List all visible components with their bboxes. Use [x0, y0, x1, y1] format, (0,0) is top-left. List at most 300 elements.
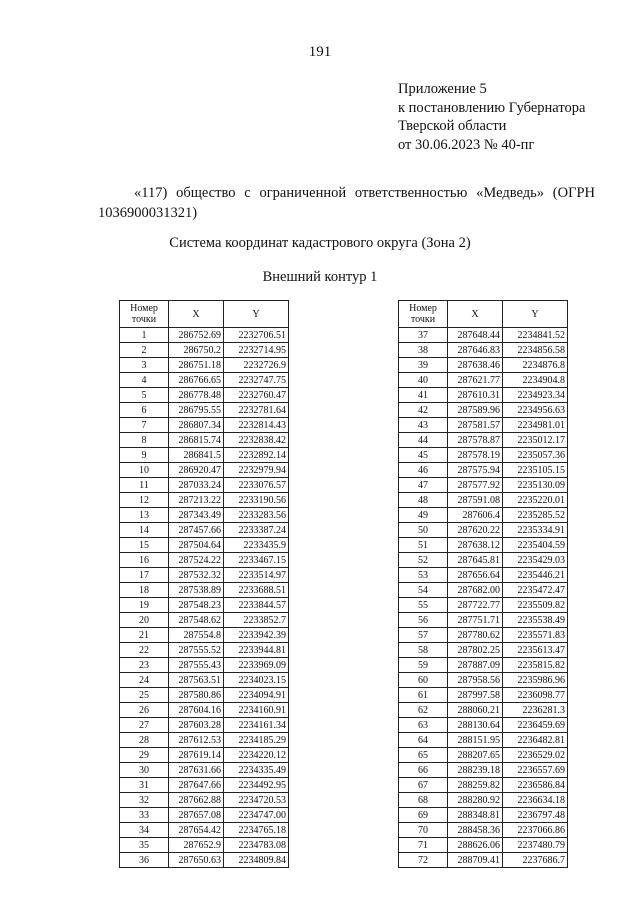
table-row — [120, 493, 289, 508]
table-row — [120, 733, 289, 748]
x-coordinate-cell: 286920.47 — [169, 463, 224, 478]
table-row — [399, 373, 568, 388]
x-coordinate-cell: 287887.09 — [448, 658, 503, 673]
point-number-cell: 6 — [120, 403, 169, 418]
table-row — [399, 568, 568, 583]
header-y: Y — [503, 301, 568, 328]
table-header-row — [399, 301, 568, 328]
table-row — [120, 718, 289, 733]
y-coordinate-cell: 2236098.77 — [503, 688, 568, 703]
table-row — [120, 463, 289, 478]
x-coordinate-cell: 287604.16 — [169, 703, 224, 718]
y-coordinate-cell: 2233688.51 — [224, 583, 289, 598]
x-coordinate-cell: 287578.87 — [448, 433, 503, 448]
table-row — [120, 508, 289, 523]
y-coordinate-cell: 2233844.57 — [224, 598, 289, 613]
table-row — [399, 658, 568, 673]
appendix-line: Приложение 5 — [398, 81, 487, 97]
point-number-cell: 22 — [120, 643, 169, 658]
y-coordinate-cell: 2235220.01 — [503, 493, 568, 508]
header-point-number: Номер точки — [399, 301, 448, 328]
y-coordinate-cell: 2236281.3 — [503, 703, 568, 718]
x-coordinate-cell: 288060.21 — [448, 703, 503, 718]
point-number-cell: 33 — [120, 808, 169, 823]
y-coordinate-cell: 2236482.81 — [503, 733, 568, 748]
point-number-cell: 51 — [399, 538, 448, 553]
y-coordinate-cell: 2234809.84 — [224, 853, 289, 868]
y-coordinate-cell: 2235404.59 — [503, 538, 568, 553]
point-number-cell: 4 — [120, 373, 169, 388]
point-number-cell: 15 — [120, 538, 169, 553]
x-coordinate-cell: 287504.64 — [169, 538, 224, 553]
point-number-cell: 55 — [399, 598, 448, 613]
table-body — [399, 328, 568, 868]
point-number-cell: 58 — [399, 643, 448, 658]
y-coordinate-cell: 2232892.14 — [224, 448, 289, 463]
table-row — [399, 853, 568, 868]
table-row — [120, 583, 289, 598]
y-coordinate-cell: 2235105.15 — [503, 463, 568, 478]
y-coordinate-cell: 2232747.75 — [224, 373, 289, 388]
point-number-cell: 7 — [120, 418, 169, 433]
table-row — [120, 448, 289, 463]
point-number-cell: 14 — [120, 523, 169, 538]
table-row — [399, 643, 568, 658]
y-coordinate-cell: 2232760.47 — [224, 388, 289, 403]
y-coordinate-cell: 2234094.91 — [224, 688, 289, 703]
x-coordinate-cell: 287780.62 — [448, 628, 503, 643]
y-coordinate-cell: 2235130.09 — [503, 478, 568, 493]
point-number-cell: 26 — [120, 703, 169, 718]
x-coordinate-cell: 287682.00 — [448, 583, 503, 598]
table-row — [120, 553, 289, 568]
y-coordinate-cell: 2235334.91 — [503, 523, 568, 538]
table-row — [399, 733, 568, 748]
point-number-cell: 20 — [120, 613, 169, 628]
point-number-cell: 42 — [399, 403, 448, 418]
y-coordinate-cell: 2237480.79 — [503, 838, 568, 853]
point-number-cell: 56 — [399, 613, 448, 628]
point-number-cell: 60 — [399, 673, 448, 688]
x-coordinate-cell: 287656.64 — [448, 568, 503, 583]
x-coordinate-cell: 286766.65 — [169, 373, 224, 388]
table-row — [120, 523, 289, 538]
point-number-cell: 12 — [120, 493, 169, 508]
x-coordinate-cell: 287645.81 — [448, 553, 503, 568]
x-coordinate-cell: 287647.66 — [169, 778, 224, 793]
table-row — [399, 823, 568, 838]
table-row — [399, 688, 568, 703]
header-x: X — [448, 301, 503, 328]
x-coordinate-cell: 288458.36 — [448, 823, 503, 838]
table-row — [399, 838, 568, 853]
point-number-cell: 67 — [399, 778, 448, 793]
point-number-cell: 36 — [120, 853, 169, 868]
x-coordinate-cell: 287589.96 — [448, 403, 503, 418]
appendix-date: от 30.06.2023 № 40-пг — [398, 136, 535, 153]
y-coordinate-cell: 2233969.09 — [224, 658, 289, 673]
table-row — [399, 793, 568, 808]
y-coordinate-cell: 2237066.86 — [503, 823, 568, 838]
table-row — [120, 838, 289, 853]
x-coordinate-cell: 287603.28 — [169, 718, 224, 733]
x-coordinate-cell: 287958.56 — [448, 673, 503, 688]
point-number-cell: 2 — [120, 343, 169, 358]
x-coordinate-cell: 287563.51 — [169, 673, 224, 688]
y-coordinate-cell: 2232706.51 — [224, 328, 289, 343]
page-number: 191 — [308, 44, 332, 60]
y-coordinate-cell: 2235012.17 — [503, 433, 568, 448]
table-row — [399, 493, 568, 508]
header-x: X — [169, 301, 224, 328]
x-coordinate-cell: 287638.46 — [448, 358, 503, 373]
table-row — [399, 553, 568, 568]
x-coordinate-cell: 287802.25 — [448, 643, 503, 658]
table-row — [120, 778, 289, 793]
point-number-cell: 39 — [399, 358, 448, 373]
point-number-cell: 17 — [120, 568, 169, 583]
y-coordinate-cell: 2232781.64 — [224, 403, 289, 418]
point-number-cell: 59 — [399, 658, 448, 673]
table-row — [399, 328, 568, 343]
appendix-header — [398, 80, 585, 154]
table-row — [120, 568, 289, 583]
point-number-cell: 63 — [399, 718, 448, 733]
point-number-cell: 18 — [120, 583, 169, 598]
point-number-cell: 61 — [399, 688, 448, 703]
x-coordinate-cell: 286795.55 — [169, 403, 224, 418]
table-row — [399, 778, 568, 793]
x-coordinate-cell: 287033.24 — [169, 478, 224, 493]
y-coordinate-cell: 2235509.82 — [503, 598, 568, 613]
table-row — [120, 418, 289, 433]
y-coordinate-cell: 2234765.18 — [224, 823, 289, 838]
x-coordinate-cell: 287548.23 — [169, 598, 224, 613]
y-coordinate-cell: 2232714.95 — [224, 343, 289, 358]
header-point-number: Номер точки — [120, 301, 169, 328]
y-coordinate-cell: 2234923.34 — [503, 388, 568, 403]
table-row — [120, 328, 289, 343]
point-number-cell: 24 — [120, 673, 169, 688]
x-coordinate-cell: 287657.08 — [169, 808, 224, 823]
y-coordinate-cell: 2235057.36 — [503, 448, 568, 463]
point-number-cell: 71 — [399, 838, 448, 853]
y-coordinate-cell: 2235472.47 — [503, 583, 568, 598]
table-row — [120, 793, 289, 808]
y-coordinate-cell: 2233283.56 — [224, 508, 289, 523]
y-coordinate-cell: 2232814.43 — [224, 418, 289, 433]
point-number-cell: 44 — [399, 433, 448, 448]
point-number-cell: 1 — [120, 328, 169, 343]
y-coordinate-cell: 2236557.69 — [503, 763, 568, 778]
organization-heading — [98, 183, 595, 223]
appendix-line: к постановлению Губернатора — [398, 99, 586, 116]
x-coordinate-cell: 287578.19 — [448, 448, 503, 463]
point-number-cell: 5 — [120, 388, 169, 403]
y-coordinate-cell: 2235429.03 — [503, 553, 568, 568]
table-row — [399, 763, 568, 778]
x-coordinate-cell: 287213.22 — [169, 493, 224, 508]
point-number-cell: 52 — [399, 553, 448, 568]
point-number-cell: 54 — [399, 583, 448, 598]
table-row — [399, 598, 568, 613]
table-row — [120, 658, 289, 673]
point-number-cell: 37 — [399, 328, 448, 343]
y-coordinate-cell: 2236529.02 — [503, 748, 568, 763]
point-number-cell: 40 — [399, 373, 448, 388]
point-number-cell: 10 — [120, 463, 169, 478]
point-number-cell: 19 — [120, 598, 169, 613]
table-row — [120, 748, 289, 763]
x-coordinate-cell: 288130.64 — [448, 718, 503, 733]
table-row — [120, 598, 289, 613]
y-coordinate-cell: 2234335.49 — [224, 763, 289, 778]
x-coordinate-cell: 287532.32 — [169, 568, 224, 583]
y-coordinate-cell: 2233514.97 — [224, 568, 289, 583]
y-coordinate-cell: 2235538.49 — [503, 613, 568, 628]
x-coordinate-cell: 287751.71 — [448, 613, 503, 628]
x-coordinate-cell: 286752.69 — [169, 328, 224, 343]
x-coordinate-cell: 286750.2 — [169, 343, 224, 358]
x-coordinate-cell: 287591.08 — [448, 493, 503, 508]
table-row — [120, 763, 289, 778]
y-coordinate-cell: 2232726.9 — [224, 358, 289, 373]
y-coordinate-cell: 2236634.18 — [503, 793, 568, 808]
x-coordinate-cell: 287524.22 — [169, 553, 224, 568]
table-row — [399, 388, 568, 403]
y-coordinate-cell: 2233467.15 — [224, 553, 289, 568]
x-coordinate-cell: 287650.63 — [169, 853, 224, 868]
point-number-cell: 16 — [120, 553, 169, 568]
point-number-cell: 25 — [120, 688, 169, 703]
coordinates-table-right — [398, 300, 568, 868]
y-coordinate-cell: 2233435.9 — [224, 538, 289, 553]
x-coordinate-cell: 287343.49 — [169, 508, 224, 523]
point-number-cell: 47 — [399, 478, 448, 493]
x-coordinate-cell: 287575.94 — [448, 463, 503, 478]
x-coordinate-cell: 288626.06 — [448, 838, 503, 853]
table-row — [399, 583, 568, 598]
y-coordinate-cell: 2233944.81 — [224, 643, 289, 658]
table-row — [120, 373, 289, 388]
y-coordinate-cell: 2235446.21 — [503, 568, 568, 583]
y-coordinate-cell: 2235986.96 — [503, 673, 568, 688]
coordinates-table-left — [119, 300, 289, 868]
table-row — [399, 418, 568, 433]
x-coordinate-cell: 288259.82 — [448, 778, 503, 793]
table-row — [120, 538, 289, 553]
table-row — [399, 358, 568, 373]
y-coordinate-cell: 2234160.91 — [224, 703, 289, 718]
point-number-cell: 29 — [120, 748, 169, 763]
table-row — [120, 433, 289, 448]
point-number-cell: 28 — [120, 733, 169, 748]
y-coordinate-cell: 2236586.84 — [503, 778, 568, 793]
point-number-cell: 49 — [399, 508, 448, 523]
table-row — [399, 673, 568, 688]
table-row — [120, 358, 289, 373]
table-row — [120, 403, 289, 418]
point-number-cell: 11 — [120, 478, 169, 493]
point-number-cell: 66 — [399, 763, 448, 778]
x-coordinate-cell: 288280.92 — [448, 793, 503, 808]
table-row — [399, 538, 568, 553]
table-row — [120, 853, 289, 868]
x-coordinate-cell: 287580.86 — [169, 688, 224, 703]
x-coordinate-cell: 287612.53 — [169, 733, 224, 748]
y-coordinate-cell: 2235613.47 — [503, 643, 568, 658]
appendix-line: Тверской области — [398, 118, 507, 134]
y-coordinate-cell: 2234492.95 — [224, 778, 289, 793]
table-row — [120, 823, 289, 838]
point-number-cell: 34 — [120, 823, 169, 838]
x-coordinate-cell: 287621.77 — [448, 373, 503, 388]
table-row — [120, 388, 289, 403]
point-number-cell: 13 — [120, 508, 169, 523]
point-number-cell: 35 — [120, 838, 169, 853]
table-row — [399, 718, 568, 733]
x-coordinate-cell: 287610.31 — [448, 388, 503, 403]
point-number-cell: 21 — [120, 628, 169, 643]
table-row — [399, 343, 568, 358]
y-coordinate-cell: 2234956.63 — [503, 403, 568, 418]
x-coordinate-cell: 288709.41 — [448, 853, 503, 868]
x-coordinate-cell: 287554.8 — [169, 628, 224, 643]
x-coordinate-cell: 287997.58 — [448, 688, 503, 703]
table-row — [399, 403, 568, 418]
point-number-cell: 50 — [399, 523, 448, 538]
y-coordinate-cell: 2235815.82 — [503, 658, 568, 673]
table-header-row — [120, 301, 289, 328]
x-coordinate-cell: 287619.14 — [169, 748, 224, 763]
table-row — [120, 808, 289, 823]
y-coordinate-cell: 2234220.12 — [224, 748, 289, 763]
x-coordinate-cell: 286751.18 — [169, 358, 224, 373]
y-coordinate-cell: 2232838.42 — [224, 433, 289, 448]
contour-title: Внешний контур 1 — [262, 269, 378, 285]
header-y: Y — [224, 301, 289, 328]
point-number-cell: 8 — [120, 433, 169, 448]
x-coordinate-cell: 288239.18 — [448, 763, 503, 778]
point-number-cell: 53 — [399, 568, 448, 583]
table-row — [120, 703, 289, 718]
table-row — [399, 433, 568, 448]
table-body — [120, 328, 289, 868]
x-coordinate-cell: 286815.74 — [169, 433, 224, 448]
table-row — [399, 628, 568, 643]
y-coordinate-cell: 2237686.7 — [503, 853, 568, 868]
y-coordinate-cell: 2234841.52 — [503, 328, 568, 343]
point-number-cell: 57 — [399, 628, 448, 643]
coordinate-system-title: Система координат кадастрового округа (Зона 2) — [169, 235, 471, 251]
x-coordinate-cell: 288151.95 — [448, 733, 503, 748]
y-coordinate-cell: 2234783.08 — [224, 838, 289, 853]
point-number-cell: 64 — [399, 733, 448, 748]
x-coordinate-cell: 287638.12 — [448, 538, 503, 553]
x-coordinate-cell: 287648.44 — [448, 328, 503, 343]
table-row — [399, 508, 568, 523]
y-coordinate-cell: 2233190.56 — [224, 493, 289, 508]
table-row — [120, 643, 289, 658]
x-coordinate-cell: 287555.52 — [169, 643, 224, 658]
y-coordinate-cell: 2236797.48 — [503, 808, 568, 823]
table-row — [120, 628, 289, 643]
x-coordinate-cell: 287577.92 — [448, 478, 503, 493]
x-coordinate-cell: 287722.77 — [448, 598, 503, 613]
point-number-cell: 45 — [399, 448, 448, 463]
y-coordinate-cell: 2232979.94 — [224, 463, 289, 478]
y-coordinate-cell: 2234023.15 — [224, 673, 289, 688]
y-coordinate-cell: 2236459.69 — [503, 718, 568, 733]
y-coordinate-cell: 2233942.39 — [224, 628, 289, 643]
x-coordinate-cell: 287652.9 — [169, 838, 224, 853]
table-row — [120, 613, 289, 628]
point-number-cell: 27 — [120, 718, 169, 733]
table-row — [399, 613, 568, 628]
y-coordinate-cell: 2233076.57 — [224, 478, 289, 493]
y-coordinate-cell: 2234747.00 — [224, 808, 289, 823]
x-coordinate-cell: 287457.66 — [169, 523, 224, 538]
y-coordinate-cell: 2234856.58 — [503, 343, 568, 358]
table-row — [399, 808, 568, 823]
point-number-cell: 32 — [120, 793, 169, 808]
x-coordinate-cell: 286778.48 — [169, 388, 224, 403]
x-coordinate-cell: 287581.57 — [448, 418, 503, 433]
table-row — [120, 673, 289, 688]
x-coordinate-cell: 287620.22 — [448, 523, 503, 538]
point-number-cell: 72 — [399, 853, 448, 868]
table-row — [399, 748, 568, 763]
x-coordinate-cell: 287654.42 — [169, 823, 224, 838]
point-number-cell: 62 — [399, 703, 448, 718]
point-number-cell: 23 — [120, 658, 169, 673]
point-number-cell: 70 — [399, 823, 448, 838]
y-coordinate-cell: 2234161.34 — [224, 718, 289, 733]
table-row — [399, 703, 568, 718]
y-coordinate-cell: 2234720.53 — [224, 793, 289, 808]
point-number-cell: 3 — [120, 358, 169, 373]
y-coordinate-cell: 2235571.83 — [503, 628, 568, 643]
x-coordinate-cell: 287548.62 — [169, 613, 224, 628]
point-number-cell: 30 — [120, 763, 169, 778]
x-coordinate-cell: 286841.5 — [169, 448, 224, 463]
point-number-cell: 31 — [120, 778, 169, 793]
x-coordinate-cell: 286807.34 — [169, 418, 224, 433]
table-row — [399, 523, 568, 538]
y-coordinate-cell: 2234904.8 — [503, 373, 568, 388]
y-coordinate-cell: 2234876.8 — [503, 358, 568, 373]
point-number-cell: 46 — [399, 463, 448, 478]
y-coordinate-cell: 2235285.52 — [503, 508, 568, 523]
point-number-cell: 48 — [399, 493, 448, 508]
point-number-cell: 38 — [399, 343, 448, 358]
y-coordinate-cell: 2234981.01 — [503, 418, 568, 433]
x-coordinate-cell: 287631.66 — [169, 763, 224, 778]
x-coordinate-cell: 287606.4 — [448, 508, 503, 523]
x-coordinate-cell: 287538.89 — [169, 583, 224, 598]
x-coordinate-cell: 288348.81 — [448, 808, 503, 823]
x-coordinate-cell: 287646.83 — [448, 343, 503, 358]
table-row — [120, 688, 289, 703]
table-row — [399, 478, 568, 493]
point-number-cell: 65 — [399, 748, 448, 763]
x-coordinate-cell: 287662.88 — [169, 793, 224, 808]
x-coordinate-cell: 287555.43 — [169, 658, 224, 673]
table-row — [399, 463, 568, 478]
organization-ogrn: 1036900031321) — [98, 205, 198, 221]
y-coordinate-cell: 2233387.24 — [224, 523, 289, 538]
y-coordinate-cell: 2234185.29 — [224, 733, 289, 748]
